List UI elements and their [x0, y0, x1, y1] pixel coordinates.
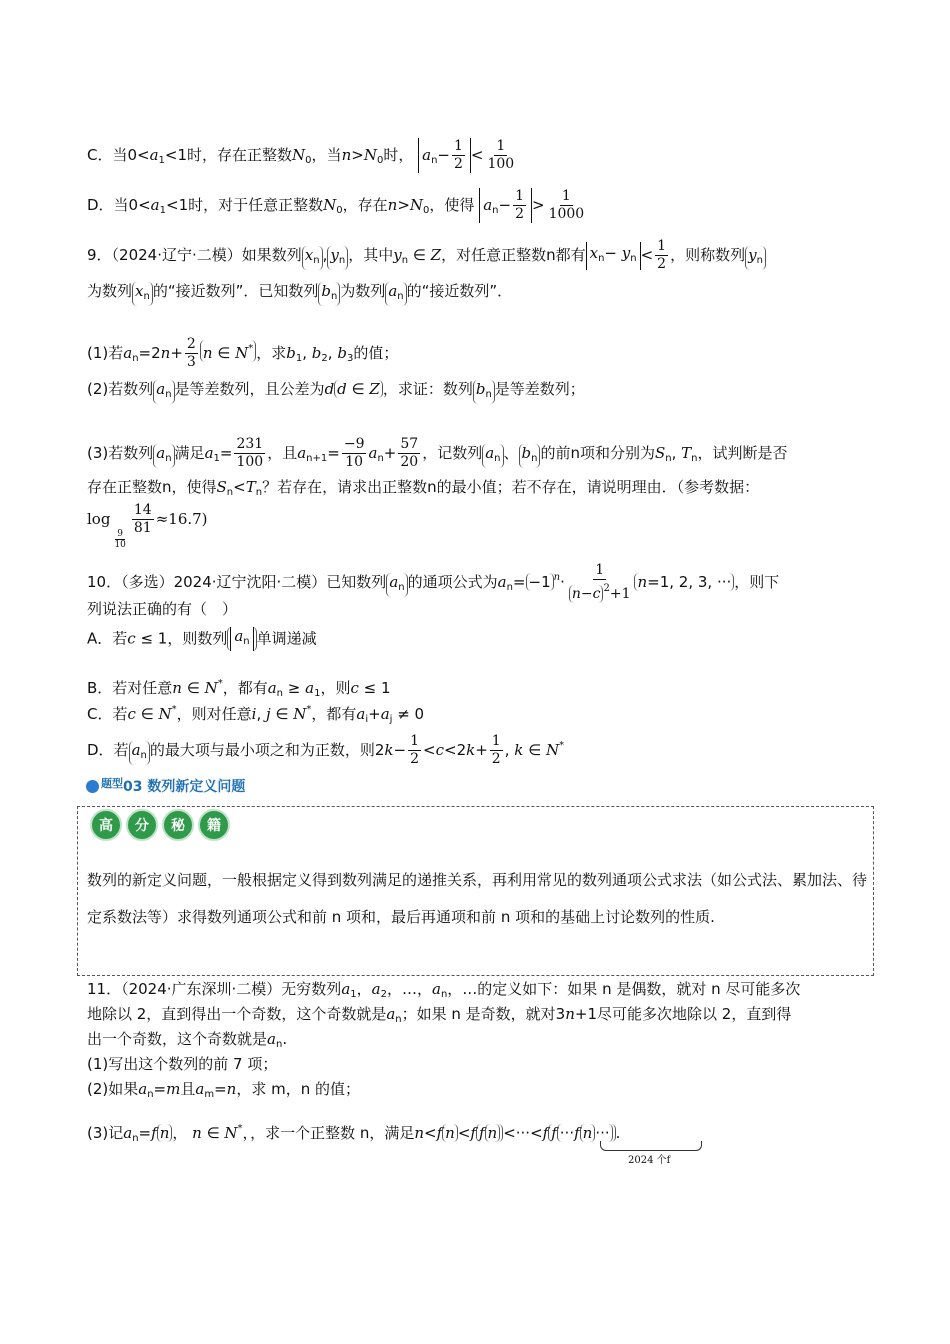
- badge-1: 高: [90, 809, 122, 841]
- q9-p2b: 是等差数列，且公差为: [174, 380, 325, 398]
- q9-log-den: 81: [133, 520, 152, 536]
- option-c-frac-den: 100: [487, 156, 515, 172]
- q9-line2a: 为数列: [87, 282, 133, 300]
- q9-line-1: 9．（2024·辽宁·二模）如果数列 $x_n$ , $y_n$ ，其中$y_n$ ∈ Z，对任意正整数n都有 $x_n- y_n$ < $\frac{1}{2}$ ，则称数列 $y_n$: [87, 238, 766, 273]
- section-type-label: 题型: [101, 777, 123, 790]
- q11-line-1: 11．（2024·广东深圳·二模）无穷数列$a_1$，$a_2$，…，$a_n$，…的定义如下：如果 n 是偶数，就对 n 尽可能多次: [87, 980, 801, 1000]
- q10-line-2: [87, 598, 237, 620]
- q11-line-3: 出一个奇数，这个奇数就是$a_n$.: [87, 1030, 288, 1050]
- q9-log-val: ≈16.7): [155, 510, 208, 528]
- q10-line2: 列说法正确的有（ ）: [87, 600, 238, 618]
- q11-l2b: ；如果 n 是奇数，就对3: [401, 1005, 566, 1023]
- option-c-lt: <: [470, 146, 484, 164]
- q9-end: ，则称数列: [670, 246, 746, 264]
- q9-line-2: 为数列 $x_n$ 的“接近数列”．已知数列 $b_n$ 为数列 $a_n$ 的“接近数列”．: [87, 280, 512, 306]
- option-d-label: D．当0<: [87, 196, 151, 214]
- q9-log-base-num: 9: [117, 529, 124, 539]
- q10-d1: D．若: [87, 741, 129, 759]
- q9-p3line2: 存在正整数n，使得: [87, 478, 217, 496]
- option-d-frac-den: 1000: [548, 206, 585, 222]
- q9-p3a: (3)若数列: [87, 444, 154, 462]
- badge-4: 籍: [198, 809, 230, 841]
- tip-badges: [90, 809, 230, 841]
- q11-part-1: (1)写出这个数列的前 7 项；: [87, 1055, 278, 1073]
- q10-a3: 单调递减: [256, 629, 317, 648]
- q10-option-c: C．若c ∈ N*，则对任意i, j ∈ N*，都有$a_i+a_j \ne 0$: [87, 704, 425, 725]
- option-d-frac-num: 1: [561, 188, 571, 204]
- q11-p3b: ，求一个正整数 n，满足: [250, 1124, 415, 1142]
- q9-part-1: (1)若$a_n=2n+$ $\frac{2}{3}$ n ∈ N* ，求$b_1$, $b_2$, $b_3$的值；: [87, 336, 399, 370]
- q11-p2c: ，求 m，n 的值；: [236, 1080, 360, 1098]
- option-c-text-1: <1时，存在正整数: [164, 146, 293, 164]
- underbrace-label: 2024 个f: [628, 1155, 671, 1166]
- q11-p2a: (2)如果: [87, 1080, 139, 1098]
- q9-p2d: 是等差数列；: [494, 380, 585, 398]
- option-c-text-2: ，当: [311, 146, 342, 164]
- q10-a2: ，则数列: [167, 629, 228, 648]
- q10-end: ，则下: [734, 573, 780, 591]
- q10-option-a: A．若c ≤ 1，则数列 $a_n$ 单调递减: [87, 627, 317, 651]
- q10-option-d: D．若 $a_n$ 的最大项与最小项之和为正数，则2k− $\frac{1}{2}$ <c<2k+ $\frac{1}{2}$ , k ∈ N*: [87, 733, 565, 767]
- q9-line2b: 的“接近数列”．已知数列: [152, 282, 319, 300]
- q10-b1: B．若对任意: [87, 679, 173, 697]
- q9-part-2: (2)若数列 $a_n$ 是等差数列，且公差为d d ∈ Z ，求证：数列 $b_n$ 是等差数列；: [87, 378, 585, 404]
- q11-l2a: 地除以 2，直到得出一个奇数，这个奇数就是: [87, 1005, 387, 1023]
- option-c-label: C．当0<: [87, 146, 150, 164]
- q10-intro: 10．（多选）2024·辽宁沈阳·二模）已知数列: [87, 573, 387, 591]
- q9-p1b: ，求: [256, 344, 287, 362]
- q11-l2c: +1尽可能多次地除以 2，直到得: [574, 1005, 792, 1023]
- option-d-text-1: <1时，对于任意正整数: [166, 196, 324, 214]
- option-d-gt: >: [531, 196, 545, 214]
- q10-b3: ，则: [320, 679, 351, 697]
- q9-log-num: 14: [133, 502, 152, 518]
- q11-part-2: (2)如果$a_n=m$且$a_m=n$，求 m，n 的值；: [87, 1080, 360, 1100]
- q10-c3: ，都有: [311, 705, 357, 723]
- q9-log-base-den: 10: [114, 540, 126, 550]
- q9-mid2: ，对任意正整数n都有: [441, 246, 586, 264]
- section-title: 03 数列新定义问题: [123, 779, 246, 795]
- q9-part-3: (3)若数列 $a_n$ 满足$a_1=$ $\frac{231}{100}$ ，且$a_{n+1}=$ $\frac{-9}{10}$ $a_n+$ $\frac{57}{20}$ ，记数列 $a_n$ 、 $b_n$ 的前n项和分别为$S_n$, $T_n$，试判断是否: [87, 436, 788, 470]
- section-heading: [86, 775, 245, 796]
- q9-p3c: ，且: [267, 444, 298, 462]
- q10-b2: ，都有: [222, 679, 268, 697]
- q10-option-b: B．若对任意n ∈ N*，都有$a_n \ge a_1$，则c ≤ 1: [87, 678, 391, 699]
- q9-p3d: ，记数列: [422, 444, 483, 462]
- q10-a1: A．若: [87, 629, 128, 648]
- location-pin-icon: [86, 780, 99, 793]
- option-c: C．当$0<a_1<1$时，存在正整数$N_0$，当$n>N_0$时， $a_n-$ $\frac{1}{2}$ < $\frac{1}{100}$: [87, 138, 515, 172]
- q9-line2c: 为数列: [340, 282, 386, 300]
- q11-l3a: 出一个奇数，这个奇数就是: [87, 1030, 268, 1048]
- q10-c2: ，则对任意: [176, 705, 252, 723]
- q10-mid: 的通项公式为: [407, 573, 498, 591]
- q9-line2d: 的“接近数列”．: [406, 282, 513, 300]
- q9-part-3-line-2: 存在正整数n，使得$S_n<T_n$？若存在，请求出正整数n的最小值；若不存在，请说明理由．（参考数据：: [87, 478, 760, 498]
- q9-p2c: ，求证：数列: [382, 380, 473, 398]
- underbrace: [600, 1141, 702, 1151]
- q11-l1b: ，…的定义如下：如果 n 是偶数，就对 n 尽可能多次: [447, 980, 801, 998]
- option-d-text-3: ，使得: [429, 196, 475, 214]
- q11-line-2: 地除以 2，直到得出一个奇数，这个奇数就是$a_n$；如果 n 是奇数，就对3n+1尽可能多次地除以 2，直到得: [87, 1005, 792, 1025]
- q11-l1a: 11．（2024·广东深圳·二模）无穷数列: [87, 980, 342, 998]
- option-c-text-3: 时，: [383, 146, 414, 164]
- q10-line-1: 10．（多选）2024·辽宁沈阳·二模）已知数列 $a_n$ 的通项公式为$a_n= -1$ $^n$· $\frac{1}{n-c ^2+1}$ n=1, 2, 3, ··· ，则下: [87, 562, 780, 602]
- q9-p2a: (2)若数列: [87, 380, 154, 398]
- q10-d2: 的最大项与最小项之和为正数，则: [149, 741, 375, 759]
- q11-l3b: .: [282, 1030, 288, 1048]
- q10-c1: C．若: [87, 705, 128, 723]
- q9-p1c: 的值；: [353, 344, 399, 362]
- option-d-text-2: ，存在: [342, 196, 388, 214]
- tip-text: 数列的新定义问题，一般根据定义得到数列满足的递推关系，再利用常见的数列通项公式求法（如公式法、累加法、待定系数法等）求得数列通项公式和前 n 项和，最后再通项和前 n 项和的基础上讨论数列的性质.: [87, 871, 868, 926]
- q9-log-text: log: [87, 510, 111, 528]
- badge-3: 秘: [162, 809, 194, 841]
- q9-intro: 9．（2024·辽宁·二模）如果数列: [87, 246, 302, 264]
- q9-p3line2b: ？若存在，请求出正整数n的最小值；若不存在，请说明理由．（参考数据：: [262, 478, 760, 496]
- q9-reference-data: [87, 502, 208, 550]
- badge-2: 分: [126, 809, 158, 841]
- q9-p3b: 满足: [174, 444, 205, 462]
- q9-p1a: (1)若: [87, 344, 124, 362]
- q9-p3f: 的前n项和分别为: [540, 444, 655, 462]
- q9-mid: ，其中: [348, 246, 394, 264]
- q11-p3a: (3)记: [87, 1124, 124, 1142]
- q9-p3g: ，试判断是否: [697, 444, 788, 462]
- option-d: D．当$0<a_1<1$时，对于任意正整数$N_0$，存在$n>N_0$，使得 $a_n-$ $\frac{1}{2}$ > $\frac{1}{1000}$: [87, 188, 585, 222]
- q11-part-3: (3)记$a_n=f$ n ， n ∈ N*，，求一个正整数 n，满足n<f n <f f n <···<f f ···f n ··· .: [87, 1123, 621, 1144]
- q11-p2b: 且: [180, 1080, 196, 1098]
- q9-p3e: 、: [503, 444, 519, 462]
- option-c-frac-num: 1: [496, 138, 506, 154]
